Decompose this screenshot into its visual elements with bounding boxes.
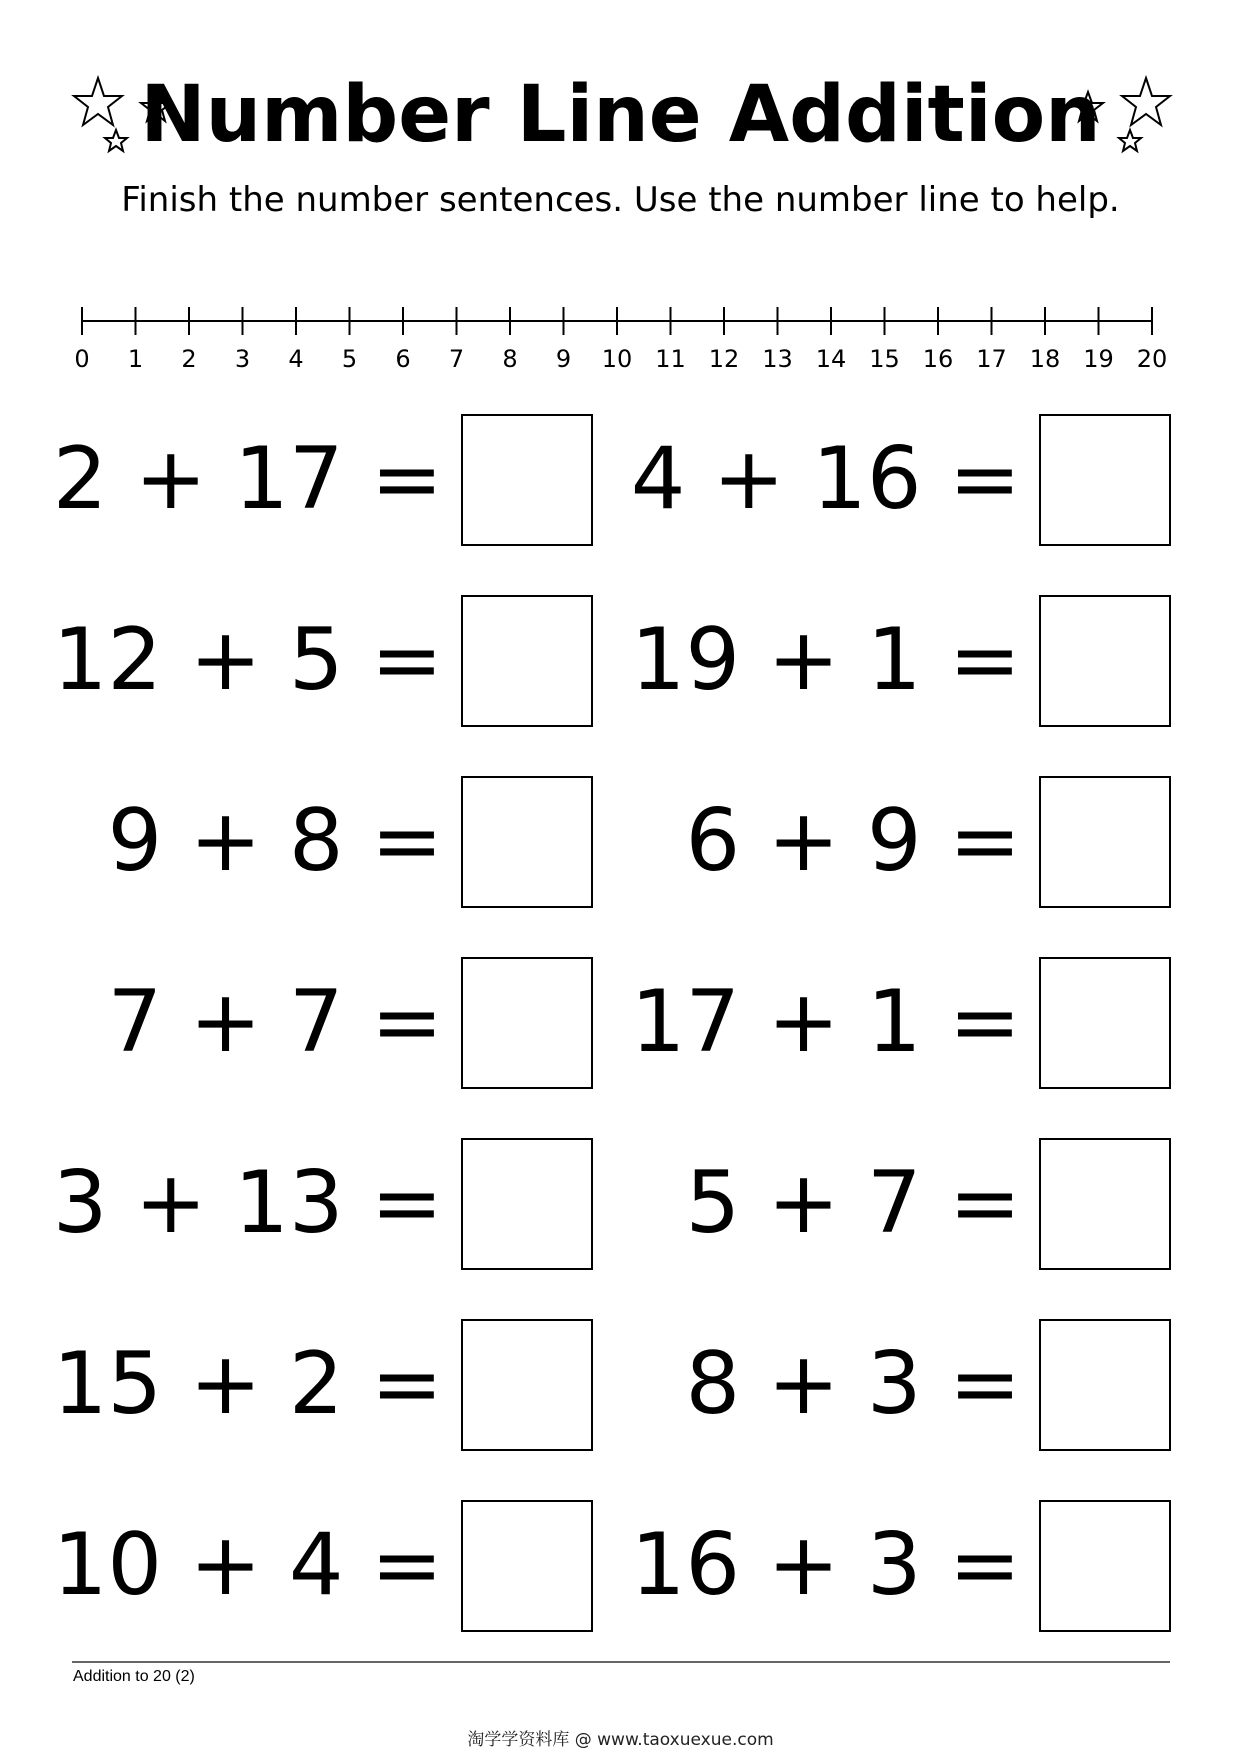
answer-box[interactable] bbox=[461, 414, 593, 546]
equation-row bbox=[52, 1319, 593, 1449]
number-line-label: 18 bbox=[1029, 345, 1061, 370]
answer-box[interactable] bbox=[1039, 595, 1171, 727]
number-line-label: 12 bbox=[708, 345, 740, 370]
number-line-label: 10 bbox=[601, 345, 633, 370]
answer-box[interactable] bbox=[461, 1500, 593, 1632]
equation-row bbox=[52, 1138, 593, 1268]
equation-text: 4 + 16 = bbox=[630, 429, 1021, 529]
equation-text: 10 + 4 = bbox=[52, 1515, 443, 1615]
equation-row bbox=[73, 957, 593, 1087]
equation-text: 7 + 7 = bbox=[107, 972, 443, 1072]
equation-text: 6 + 9 = bbox=[685, 791, 1021, 891]
number-line-label: 8 bbox=[502, 345, 518, 370]
equation-row bbox=[630, 595, 1171, 725]
number-line-label: 0 bbox=[74, 345, 90, 370]
number-line-label: 16 bbox=[922, 345, 954, 370]
number-line-label: 14 bbox=[815, 345, 847, 370]
equation-text: 16 + 3 = bbox=[630, 1515, 1021, 1615]
equation-text: 2 + 17 = bbox=[52, 429, 443, 529]
footer-divider bbox=[72, 1661, 1170, 1663]
number-line-label: 19 bbox=[1083, 345, 1114, 370]
answer-box[interactable] bbox=[1039, 1319, 1171, 1451]
equation-row bbox=[630, 1500, 1171, 1630]
number-line-label: 4 bbox=[288, 345, 304, 370]
answer-box[interactable] bbox=[1039, 1138, 1171, 1270]
equation-row bbox=[52, 1500, 593, 1630]
number-line-label: 9 bbox=[555, 345, 572, 370]
equation-row bbox=[651, 1138, 1171, 1268]
answer-box[interactable] bbox=[1039, 414, 1171, 546]
equation-row bbox=[73, 776, 593, 906]
answer-box[interactable] bbox=[461, 957, 593, 1089]
number-line bbox=[60, 290, 1180, 370]
page-title: Number Line Addition bbox=[140, 70, 1101, 160]
instructions-text: Finish the number sentences. Use the number line to help. bbox=[121, 180, 1120, 220]
answer-box[interactable] bbox=[1039, 776, 1171, 908]
answer-box[interactable] bbox=[1039, 1500, 1171, 1632]
answer-box[interactable] bbox=[461, 776, 593, 908]
equation-text: 12 + 5 = bbox=[52, 610, 443, 710]
equation-text: 8 + 3 = bbox=[685, 1334, 1021, 1434]
equation-text: 9 + 8 = bbox=[107, 791, 443, 891]
equation-row bbox=[630, 414, 1171, 544]
equation-row bbox=[52, 414, 593, 544]
number-line-label: 7 bbox=[448, 345, 465, 370]
answer-box[interactable] bbox=[461, 1138, 593, 1270]
number-line-label: 15 bbox=[869, 345, 900, 370]
equation-row bbox=[651, 1319, 1171, 1449]
equation-text: 15 + 2 = bbox=[52, 1334, 443, 1434]
number-line-label: 3 bbox=[234, 345, 251, 370]
number-line-label: 13 bbox=[762, 345, 793, 370]
answer-box[interactable] bbox=[461, 595, 593, 727]
equation-text: 5 + 7 = bbox=[685, 1153, 1021, 1253]
equation-row bbox=[651, 776, 1171, 906]
number-line-label: 5 bbox=[341, 345, 358, 370]
number-line-label: 20 bbox=[1136, 345, 1168, 370]
equation-row bbox=[52, 595, 593, 725]
equation-text: 3 + 13 = bbox=[52, 1153, 443, 1253]
equation-row bbox=[630, 957, 1171, 1087]
number-line-label: 1 bbox=[127, 345, 144, 370]
equation-text: 17 + 1 = bbox=[630, 972, 1021, 1072]
number-line-label: 17 bbox=[976, 345, 1007, 370]
answer-box[interactable] bbox=[1039, 957, 1171, 1089]
answer-box[interactable] bbox=[461, 1319, 593, 1451]
number-line-label: 11 bbox=[655, 345, 686, 370]
footer-text: Addition to 20 (2) bbox=[73, 1668, 195, 1685]
number-line-label: 6 bbox=[395, 345, 411, 370]
equation-text: 19 + 1 = bbox=[630, 610, 1021, 710]
number-line-label: 2 bbox=[181, 345, 197, 370]
watermark-text: 淘学学资料库 @ www.taoxuexue.com bbox=[467, 1730, 774, 1750]
